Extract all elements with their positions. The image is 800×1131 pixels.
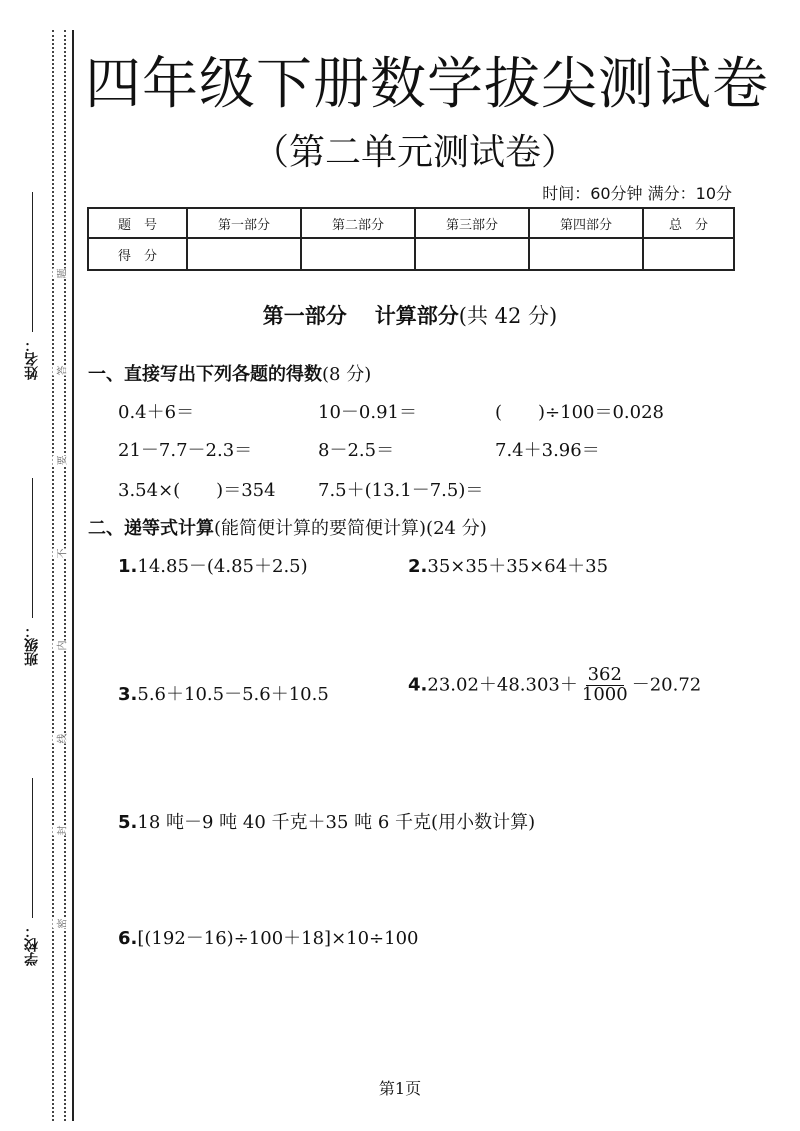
part1-subtitle: 计算部分	[374, 304, 459, 328]
oral-question: 8－2.5＝	[318, 440, 395, 461]
oral-question: 0.4＋6＝	[118, 402, 195, 423]
school-field[interactable]	[22, 778, 42, 966]
section2-points: (24 分)	[426, 518, 487, 539]
part1-total: (共 42 分)	[458, 304, 558, 328]
seal-char: 线	[53, 734, 70, 744]
problem-expression: 35×35＋35×64＋35	[427, 556, 609, 577]
name-field[interactable]	[22, 192, 42, 380]
binding-dotted-line	[52, 30, 54, 1121]
problem-number: 5.	[118, 812, 138, 833]
section2-heading	[88, 514, 487, 540]
score-cell[interactable]	[301, 238, 415, 270]
oral-question: 7.4＋3.96＝	[495, 440, 600, 461]
section1-heading-text: 一、直接写出下列各题的得数	[88, 364, 322, 385]
score-cell[interactable]	[187, 238, 301, 270]
score-header-cell: 总 分	[643, 208, 734, 238]
part1-heading	[85, 300, 735, 330]
part1-title: 第一部分	[262, 304, 347, 328]
calc-problem	[408, 666, 701, 705]
score-header-cell: 第二部分	[301, 208, 415, 238]
oral-question: 10－0.91＝	[318, 402, 417, 423]
problem-expression: 5.6＋10.5－5.6＋10.5	[137, 684, 329, 705]
calc-problem	[408, 552, 608, 578]
problem-expression: 18 吨－9 吨 40 千克＋35 吨 6 千克(用小数计算)	[137, 812, 536, 833]
seal-char: 答	[53, 366, 70, 376]
section2-note: (能简便计算的要简便计算)	[214, 518, 427, 539]
score-header-cell: 第四部分	[529, 208, 643, 238]
calc-problem	[118, 808, 535, 834]
problem-number: 2.	[408, 556, 428, 577]
binding-dotted-line	[64, 30, 66, 1121]
seal-char: 题	[53, 269, 70, 279]
page-title: 四年级下册数学拔尖测试卷	[85, 52, 769, 117]
seal-char: 封	[53, 826, 70, 836]
problem-expression: 23.02＋48.303＋	[427, 674, 578, 696]
score-cell[interactable]	[415, 238, 529, 270]
problem-number: 1.	[118, 556, 138, 577]
section1-points: (8 分)	[322, 364, 372, 385]
score-cell[interactable]	[643, 238, 734, 270]
seal-char: 不	[53, 549, 70, 559]
oral-question: 7.5＋(13.1－7.5)＝	[318, 480, 484, 501]
score-table	[87, 207, 735, 271]
calc-problem	[118, 924, 419, 950]
fraction	[580, 666, 630, 705]
oral-question: ( )÷100＝0.028	[495, 402, 665, 423]
oral-question: 21－7.7－2.3＝	[118, 440, 253, 461]
score-row-label: 得 分	[88, 238, 187, 270]
score-header-cell: 第三部分	[415, 208, 529, 238]
section2-heading-text: 二、递等式计算	[88, 518, 214, 539]
score-header-cell: 题 号	[88, 208, 187, 238]
calc-problem	[118, 680, 329, 706]
binding-solid-line	[72, 30, 74, 1121]
problem-expression: －20.72	[631, 674, 702, 696]
seal-char: 密	[53, 919, 70, 929]
problem-expression: 14.85－(4.85＋2.5)	[137, 556, 308, 577]
page-number: 第1页	[378, 1079, 422, 1098]
time-score-info: 时间：60分钟 满分：10分	[542, 184, 732, 203]
calc-problem	[118, 552, 308, 578]
class-field[interactable]	[22, 478, 42, 666]
score-cell[interactable]	[529, 238, 643, 270]
name-label: 姓名：	[24, 338, 40, 380]
page-subtitle: （第二单元测试卷）	[252, 132, 577, 173]
school-label: 学校：	[24, 924, 40, 966]
score-table-score-row	[88, 238, 734, 270]
score-header-cell: 第一部分	[187, 208, 301, 238]
problem-number: 6.	[118, 928, 138, 949]
problem-expression: [(192－16)÷100＋18]×10÷100	[137, 928, 419, 949]
oral-question: 3.54×( )＝354	[118, 480, 276, 501]
seal-char: 内	[53, 641, 70, 651]
fraction-denominator: 1000	[581, 683, 628, 705]
class-label: 班级：	[24, 624, 40, 666]
seal-char: 要	[53, 456, 70, 466]
problem-number: 4.	[408, 674, 428, 696]
fraction-numerator: 362	[587, 664, 622, 685]
problem-number: 3.	[118, 684, 138, 705]
section1-heading	[88, 360, 371, 386]
score-table-header-row	[88, 208, 734, 238]
